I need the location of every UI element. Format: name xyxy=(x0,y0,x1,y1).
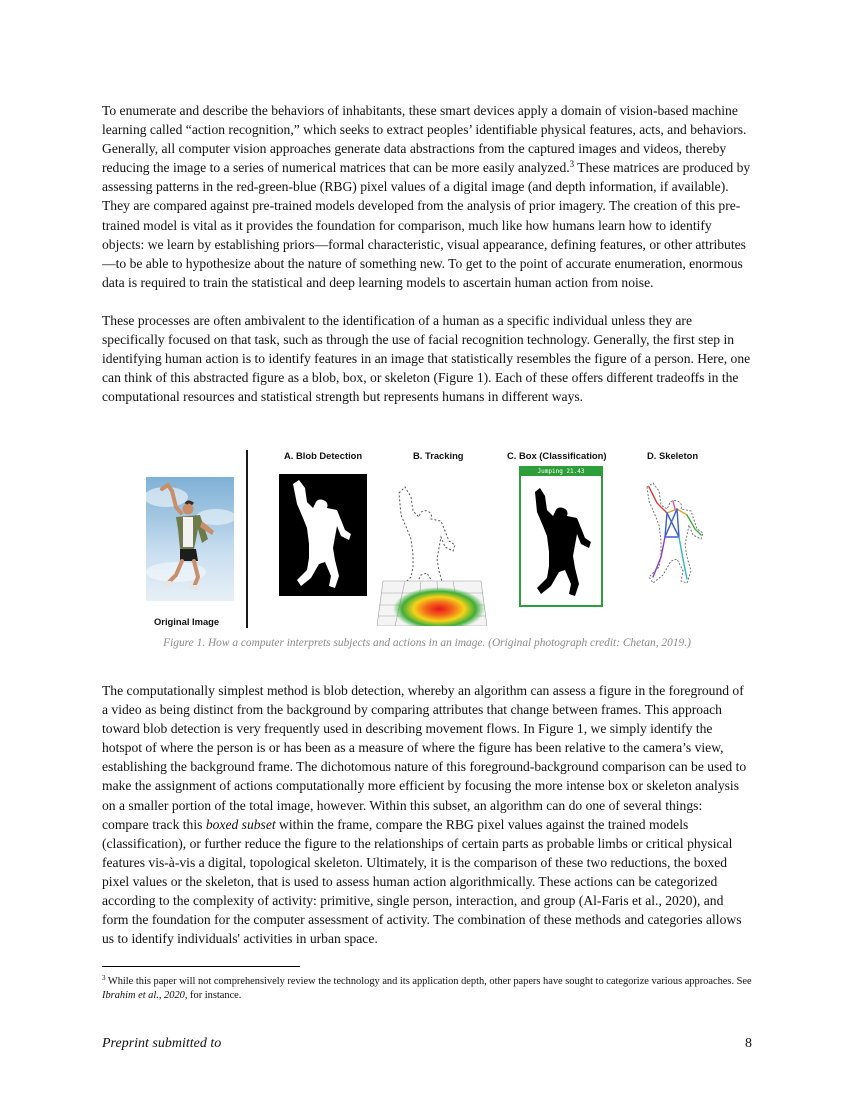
figure-divider xyxy=(246,450,248,628)
preprint-note: Preprint submitted to xyxy=(102,1036,222,1051)
box-silhouette xyxy=(521,476,601,603)
skeleton-figure xyxy=(637,479,707,594)
original-photo xyxy=(146,477,234,601)
emphasis-boxed-subset: boxed subset xyxy=(205,816,276,832)
skeleton-panel xyxy=(637,479,707,594)
footnote-divider xyxy=(102,966,300,967)
tracking-heatmap xyxy=(377,481,487,626)
jumping-person-photo xyxy=(146,477,234,601)
footnote-3 xyxy=(102,975,752,1003)
label-original-image: Original Image xyxy=(154,616,220,627)
label-skeleton: D. Skeleton xyxy=(647,450,699,461)
paragraph-3-text-a: The computationally simplest method is blob detection, whereby an algorithm can assess a figure in the foreground of a video as being distinct from the background by comparing attributes that change between frames. This approach toward blob detection is very frequently used in describing movement flows. In Figure 1, we simply identify the hotspot of where the person is or has been as a measure of where the figure has been relative to the camera’s view, establishing the background frame. The dichotomous nature of this foreground-background comparison can be used to make the assignment of actions computationally more efficient by focusing the more intense box or skeleton analysis on a smaller portion of the total image, however. Within this subset, an algorithm can do one of several things: compare track this xyxy=(102,683,747,832)
paragraph-2: These processes are often ambivalent to the identification of a human as a specific individual unless they are specifically focused on that task, such as through the use of facial recognition technology. Generally, the first step in identifying human action is to identify features in an image that statistically resembles the figure of a person. Here, one can think of this abstracted figure as a blob, box, or skeleton (Figure 1). Each of these offers different tradeoffs in the computational resources and statistical strength but represents humans in different ways. xyxy=(102,312,751,405)
label-blob-detection: A. Blob Detection xyxy=(284,450,363,461)
paragraph-1-text-b: These matrices are produced by assessing patterns in the red-green-blue (RBG) pixel values of a digital image (and depth information, if available). They are compared against pre-trained models developed from the analysis of prior imagery. The creation of this pre-trained model is vital as it provides the foundation for comparison, much like how humans learn how to identify objects: we learn by establishing priors—formal characteristic, visual appearance, defining features, or other attributes—to be able to hypothesize about the nature of something new. To get to the point of accurate enumeration, enormous data is required to train the statistical and deep learning models to ascertain human action from noise. xyxy=(102,160,751,290)
box-classification-panel xyxy=(519,466,603,607)
footnote-text-b: , for instance. xyxy=(184,990,242,1001)
paragraph-3 xyxy=(102,681,752,948)
footnote-marker: 3 xyxy=(102,974,106,982)
page-body xyxy=(102,101,752,947)
footnote-ref-3[interactable]: 3 xyxy=(569,159,575,170)
label-tracking: B. Tracking xyxy=(413,450,464,461)
page-number: 8 xyxy=(745,1036,752,1051)
footnote-citation[interactable]: Ibrahim et al., 2020 xyxy=(102,990,185,1001)
figure-1 xyxy=(102,441,752,651)
paragraph-1 xyxy=(102,101,752,292)
label-box-classification: C. Box (Classification) xyxy=(507,450,607,461)
figure-caption: Figure 1. How a computer interprets subjects and actions in an image. (Original photograph credit: Chetan, 2019.) xyxy=(163,637,691,649)
classification-tag: Jumping 21.43 xyxy=(521,468,601,476)
blob-detection-panel xyxy=(279,474,367,596)
tracking-panel xyxy=(377,481,487,626)
paragraph-3-text-b: within the frame, compare the RBG pixel values against the trained models (classification), or further reduce the figure to the relationships of certain parts as probable limbs or critical physical features vis-à-vis a digital, topological skeleton. Ultimately, it is the comparison of these two reductions, the boxed pixel values or the skeleton, that is used to assess human action algorithmically. These actions can be categorized according to the complexity of activity: primitive, single person, interaction, and group (Al-Faris et al., 2020), and form the foundation for the computer assessment of activity. The combination of these methods and categories allows us to identify individuals' activities in urban space. xyxy=(102,816,742,947)
blob-silhouette xyxy=(279,474,367,596)
footnote-text-a: While this paper will not comprehensively review the technology and its application depth, other papers have sought to categorize various approaches. See xyxy=(105,976,752,987)
paragraph-1-text-a: To enumerate and describe the behaviors of inhabitants, these smart devices apply a domain of vision-based machine learning called “action recognition,” which seeks to extract peoples’ identifiable physical features, acts, and behaviors. Generally, all computer vision approaches generate data abstractions from the captured images and videos, thereby reducing the image to a series of numerical matrices that can be more easily analyzed. xyxy=(102,103,747,176)
